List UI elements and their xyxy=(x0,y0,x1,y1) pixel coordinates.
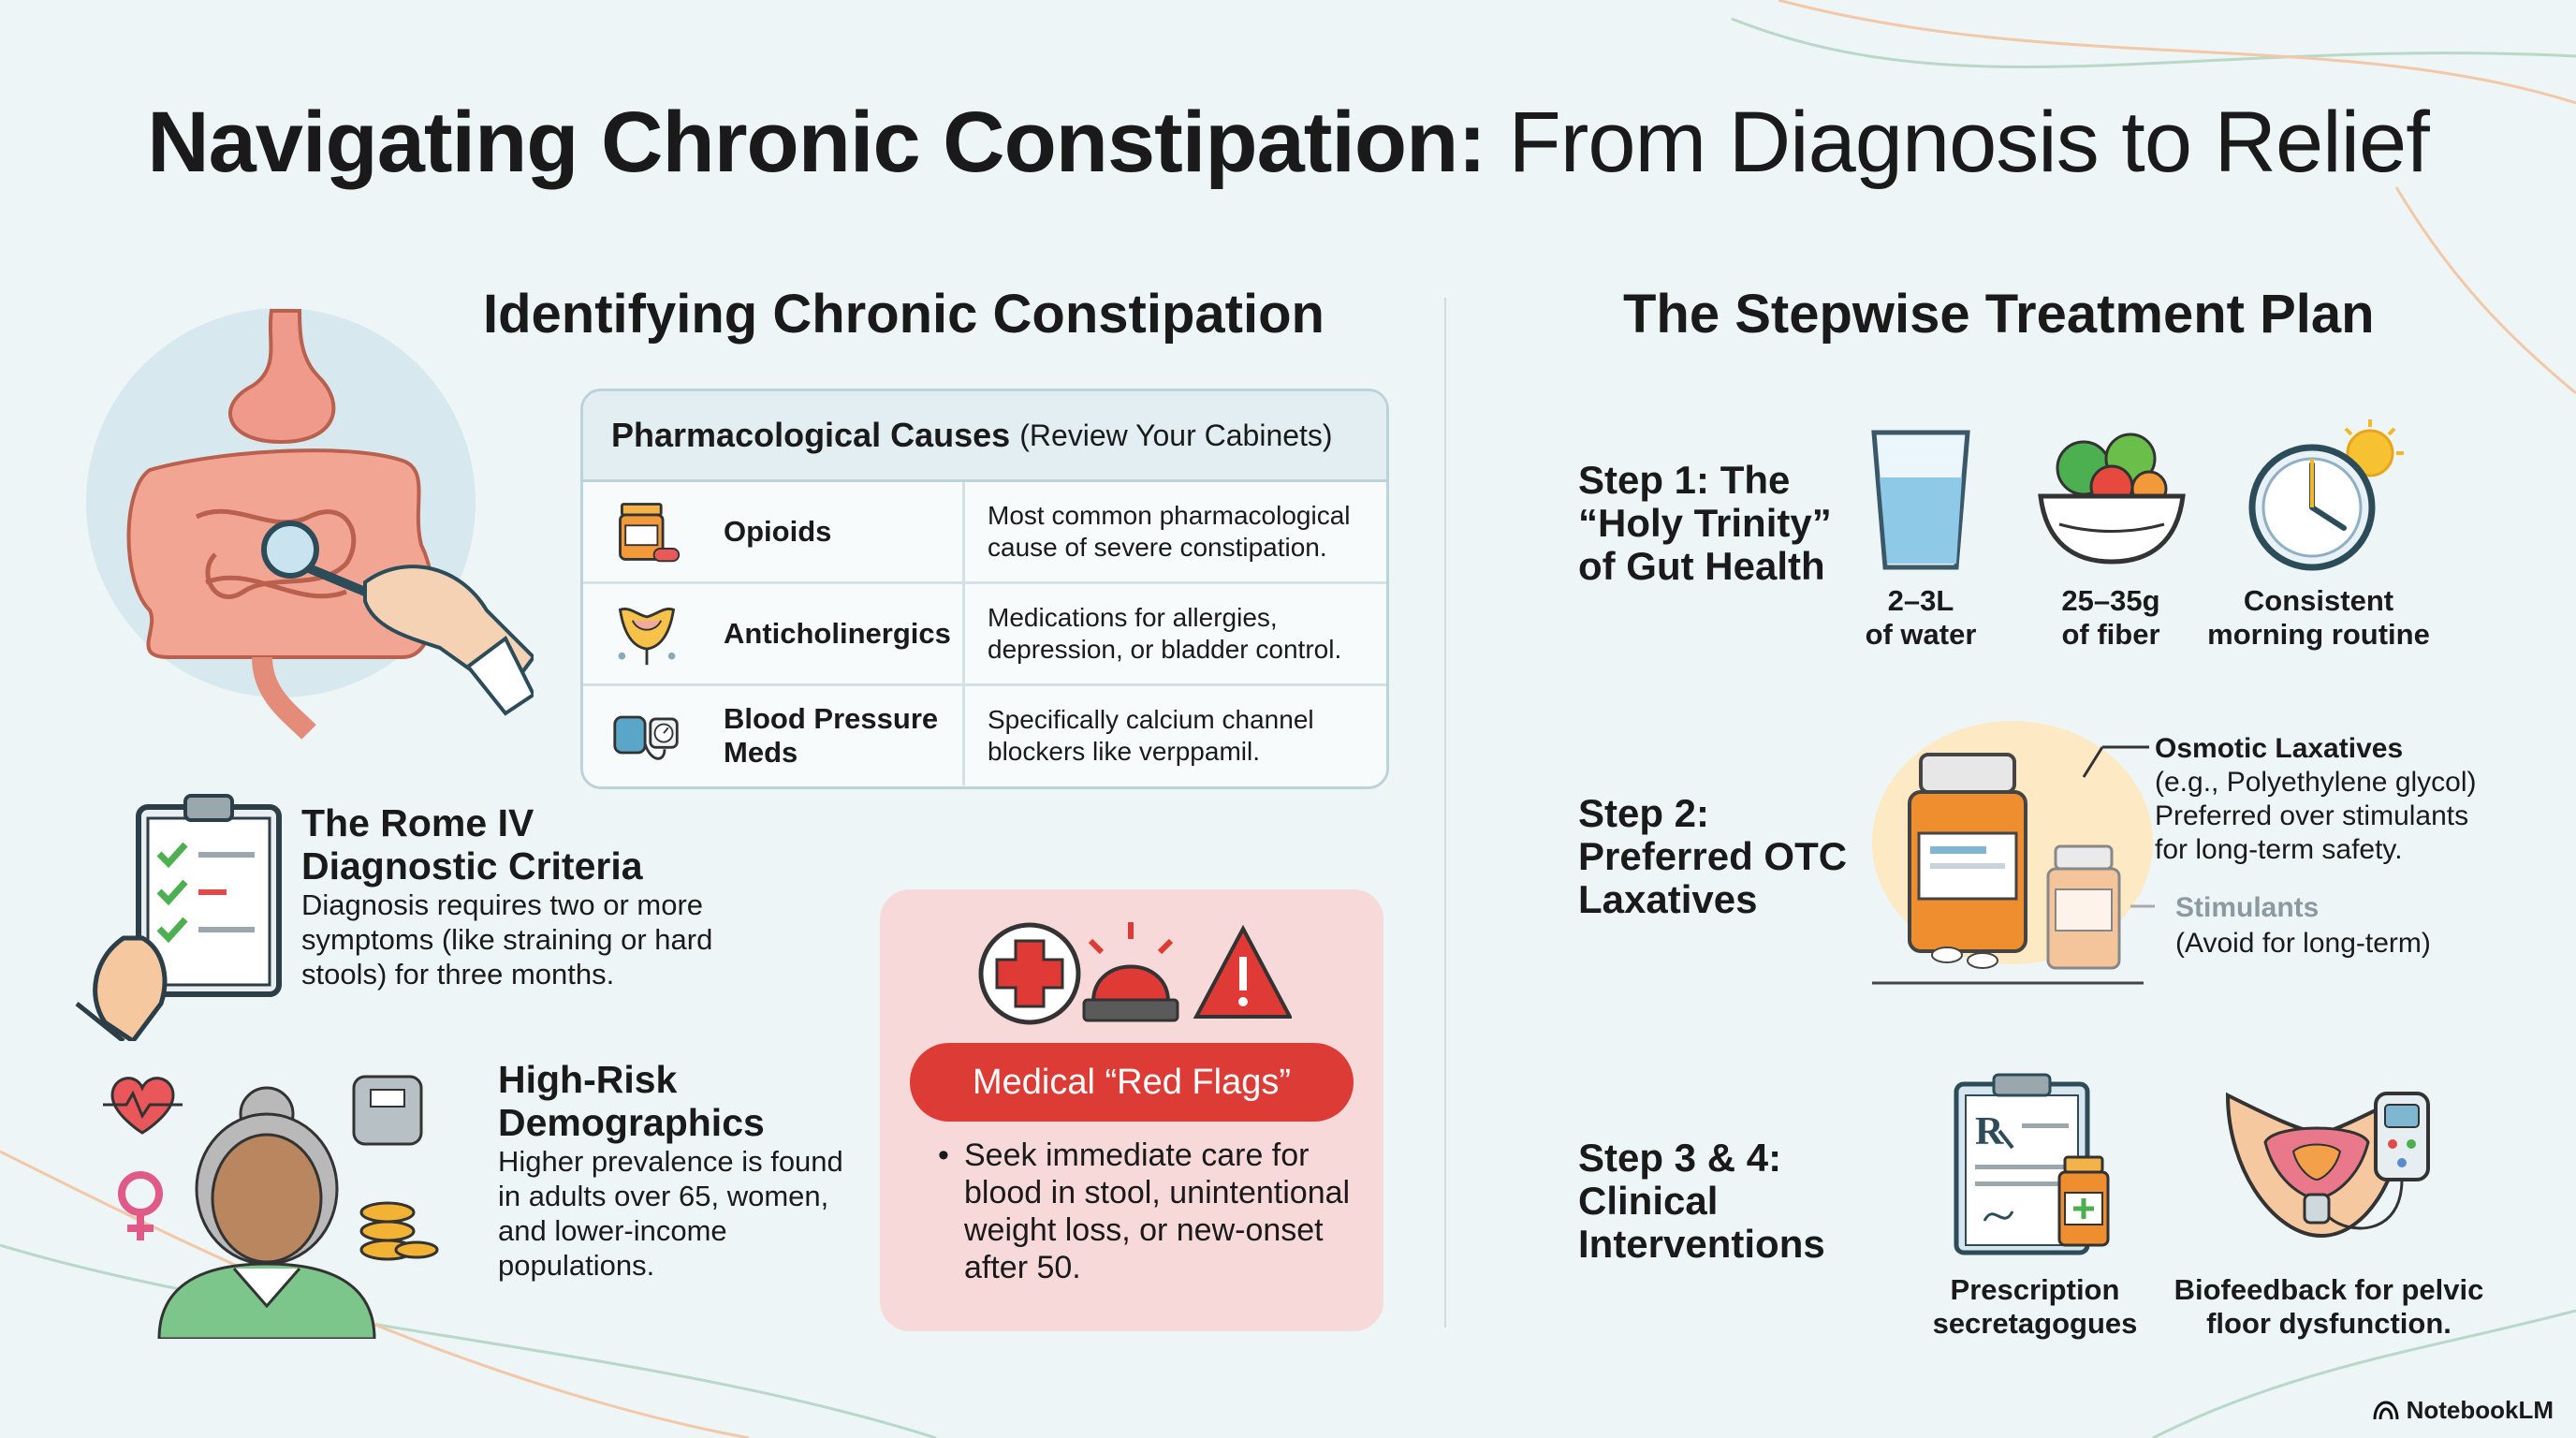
table-row xyxy=(583,686,1386,785)
table-cell-desc: Most common pharmacological cause of severe constipation. xyxy=(988,501,1351,562)
right-section-heading: The Stepwise Treatment Plan xyxy=(1623,284,2375,345)
column-divider xyxy=(1444,298,1446,1328)
pharmacological-causes-header: Pharmacological Causes (Review Your Cabinets) xyxy=(583,391,1386,482)
biofeedback-caption: Biofeedback for pelvic floor dysfunction. xyxy=(2174,1273,2484,1340)
prescription-caption: Prescription secretagogues xyxy=(1932,1273,2138,1340)
step1-heading: Step 1: The “Holy Trinity” of Gut Health xyxy=(1578,458,1832,588)
risk-demographics-text: Higher prevalence is found in adults over 65, women, and lower-income populations. xyxy=(498,1145,843,1282)
pharmacological-causes-table xyxy=(580,389,1389,789)
bullet: • xyxy=(938,1137,949,1173)
table-cell-desc: Medications for allergies, depression, or bladder control. xyxy=(988,603,1342,664)
svg-text:R: R xyxy=(1975,1110,2004,1153)
elderly-woman-demographics-icon xyxy=(94,1058,440,1339)
table-cell-name: Anticholinergics xyxy=(724,617,951,650)
stimulants-title: Stimulants xyxy=(2175,892,2320,923)
callout-lines xyxy=(2046,740,2159,927)
notebooklm-logo xyxy=(2373,1396,2554,1425)
table-row xyxy=(583,584,1386,686)
digestive-system-icon xyxy=(66,301,534,751)
table-cell-name: Opioids xyxy=(724,515,832,548)
fiber-bowl-icon xyxy=(2037,421,2187,571)
table-cell-desc: Specifically calcium channel blockers like verppamil. xyxy=(988,705,1314,766)
step3-heading: Step 3 & 4: Clinical Interventions xyxy=(1578,1136,1825,1266)
risk-demographics-heading: High-Risk Demographics xyxy=(498,1058,765,1144)
siren-icon xyxy=(1084,922,1178,1020)
stimulants-text: (Avoid for long-term) xyxy=(2175,928,2431,959)
warning-triangle-icon xyxy=(1196,929,1290,1017)
red-flags-label: Medical “Red Flags” xyxy=(910,1043,1354,1122)
table-row xyxy=(583,482,1386,584)
red-flags-icons xyxy=(973,917,1292,1030)
osmotic-laxatives-title: Osmotic Laxatives xyxy=(2155,733,2404,764)
water-glass-icon xyxy=(1866,425,1975,575)
prescription-clipboard-icon xyxy=(1947,1071,2125,1258)
bladder-icon xyxy=(611,597,682,668)
notebooklm-logo-icon xyxy=(2373,1401,2399,1421)
medical-cross-icon xyxy=(981,925,1078,1022)
step1-water-caption: 2–3L of water xyxy=(1865,584,1977,651)
clock-sun-icon xyxy=(2239,418,2408,577)
pill-bottle-icon xyxy=(611,495,682,566)
left-section-heading: Identifying Chronic Constipation xyxy=(483,284,1325,345)
brand-label: NotebookLM xyxy=(2406,1396,2554,1424)
step1-routine-caption: Consistent morning routine xyxy=(2207,584,2430,651)
step1-fiber-caption: 25–35g of fiber xyxy=(2061,584,2160,651)
page-title: Navigating Chronic Constipation: From Diagnosis to Relief xyxy=(147,95,2429,190)
biofeedback-pelvis-icon xyxy=(2218,1077,2443,1255)
red-flags-text: Seek immediate care for blood in stool, unintentional weight loss, or new-onset after 50. xyxy=(964,1137,1351,1285)
rome-criteria-heading: The Rome IV Diagnostic Criteria xyxy=(301,801,643,888)
step2-heading: Step 2: Preferred OTC Laxatives xyxy=(1578,791,1848,921)
rome-criteria-text: Diagnosis requires two or more symptoms (like straining or hard stools) for three months. xyxy=(301,888,713,990)
blood-pressure-monitor-icon xyxy=(611,699,682,770)
osmotic-laxatives-text: (e.g., Polyethylene glycol) Preferred over stimulants for long-term safety. xyxy=(2155,767,2477,865)
clipboard-checklist-icon xyxy=(67,788,292,1041)
table-cell-name: Blood Pressure Meds xyxy=(724,702,939,769)
